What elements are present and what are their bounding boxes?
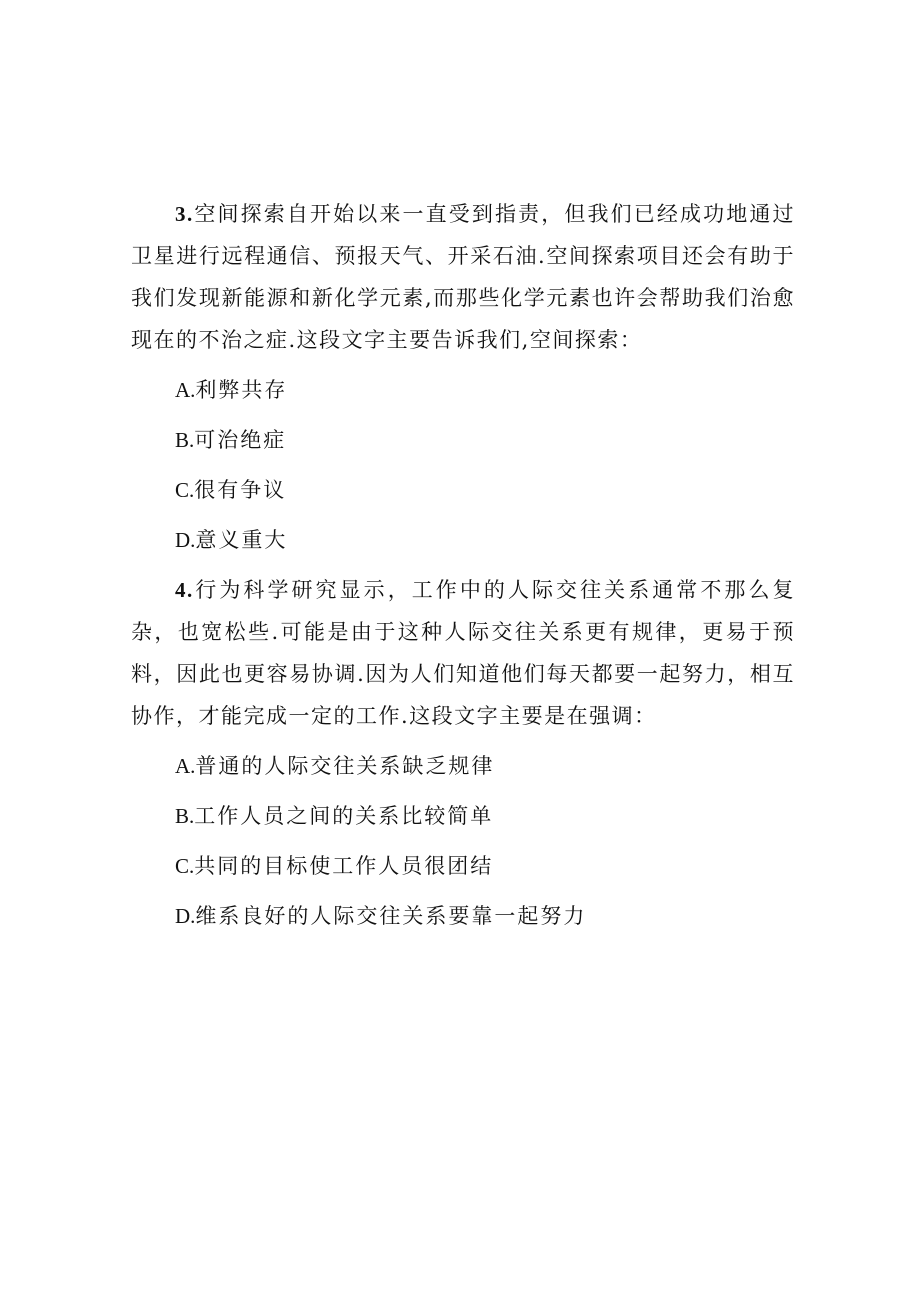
option-letter: D. bbox=[175, 904, 196, 928]
option-letter: C. bbox=[175, 478, 195, 502]
option-b bbox=[131, 791, 795, 841]
question-4 bbox=[131, 569, 795, 941]
question-number: 4. bbox=[175, 578, 194, 602]
question-stem bbox=[131, 193, 795, 361]
option-a bbox=[131, 365, 795, 415]
option-letter: B. bbox=[175, 804, 195, 828]
option-a bbox=[131, 741, 795, 791]
question-number: 3. bbox=[175, 202, 194, 226]
option-text: 可治绝症 bbox=[194, 428, 287, 452]
option-letter: B. bbox=[175, 428, 195, 452]
option-text: 维系良好的人际交往关系要靠一起努力 bbox=[195, 904, 587, 928]
option-letter: C. bbox=[175, 854, 195, 878]
option-letter: D. bbox=[175, 528, 196, 552]
document-content bbox=[131, 193, 795, 941]
option-text: 意义重大 bbox=[195, 528, 288, 552]
question-stem bbox=[131, 569, 795, 737]
option-d bbox=[131, 515, 795, 565]
option-text: 利弊共存 bbox=[195, 378, 288, 402]
option-text: 普通的人际交往关系缺乏规律 bbox=[195, 754, 495, 778]
option-letter: A. bbox=[175, 754, 196, 778]
question-text: 空间探索自开始以来一直受到指责，但我们已经成功地通过卫星进行远程通信、预报天气、开采石油.空间探索项目还会有助于我们发现新能源和新化学元素,而那些化学元素也许会帮助我们治愈现在的不治之症.这段文字主要告诉我们,空间探索： bbox=[131, 202, 795, 352]
option-text: 工作人员之间的关系比较简单 bbox=[194, 804, 494, 828]
question-text: 行为科学研究显示，工作中的人际交往关系通常不那么复杂，也宽松些.可能是由于这种人际交往关系更有规律，更易于预料，因此也更容易协调.因为人们知道他们每天都要一起努力，相互协作，才能完成一定的工作.这段文字主要是在强调： bbox=[131, 578, 795, 728]
question-3 bbox=[131, 193, 795, 565]
option-text: 共同的目标使工作人员很团结 bbox=[194, 854, 494, 878]
option-c bbox=[131, 465, 795, 515]
option-list bbox=[131, 365, 795, 565]
option-letter: A. bbox=[175, 378, 196, 402]
option-d bbox=[131, 891, 795, 941]
option-c bbox=[131, 841, 795, 891]
option-text: 很有争议 bbox=[194, 478, 287, 502]
option-b bbox=[131, 415, 795, 465]
option-list bbox=[131, 741, 795, 941]
